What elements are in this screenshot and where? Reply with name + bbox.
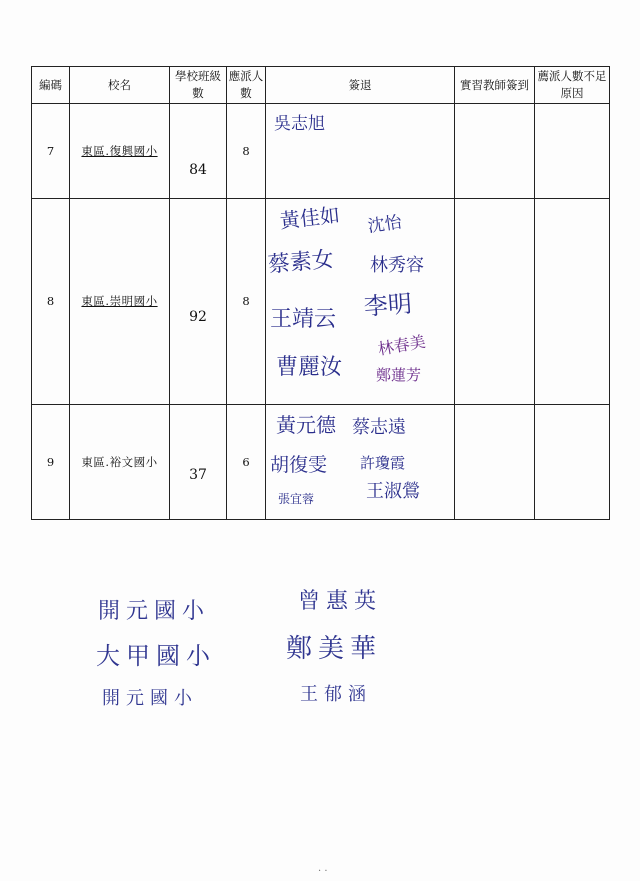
row-school: [70, 104, 170, 199]
row-code: 9: [32, 405, 70, 520]
row-class-count: [170, 199, 227, 405]
signature: 黃佳如: [278, 202, 341, 233]
signature-cell: [266, 104, 455, 199]
school-name: 東區.崇明國小: [81, 294, 158, 308]
table-row: [32, 199, 610, 405]
row-class-count: [170, 405, 227, 520]
sign-out-table: [31, 66, 610, 520]
row-code: 8: [32, 199, 70, 405]
signature: 王靖云: [270, 307, 337, 332]
header-row: [32, 67, 610, 104]
signature: 沈怡: [366, 212, 403, 237]
note-name: 鄭美華: [286, 634, 383, 664]
signature-cell: [266, 405, 455, 520]
row-assigned: 8: [227, 104, 266, 199]
note-school: 開元國小: [102, 688, 198, 709]
header-shortfall-reason: 薦派人數不足原因: [535, 67, 610, 104]
school-name: 東區.裕文國小: [81, 454, 158, 469]
signature: 蔡素女: [266, 247, 335, 278]
signature: 王淑鶯: [366, 481, 420, 502]
signature: 許瓊霞: [360, 454, 406, 472]
row-school: [70, 199, 170, 405]
row-school: [70, 405, 170, 520]
shortfall-reason-cell[interactable]: [535, 199, 610, 405]
signature: 林春美: [376, 331, 427, 359]
signature: 曹麗汝: [276, 355, 343, 380]
shortfall-reason-cell[interactable]: [535, 405, 610, 520]
class-count-value: 92: [189, 309, 207, 325]
signature: 張宜蓉: [278, 492, 315, 506]
row-class-count: [170, 104, 227, 199]
shortfall-reason-cell[interactable]: [535, 104, 610, 199]
signature: 黃元德: [276, 413, 336, 437]
header-intern-sign: 實習教師簽到: [455, 67, 535, 104]
signature: 胡復雯: [270, 454, 328, 476]
table-row: [32, 405, 610, 520]
signature: 李明: [362, 289, 413, 321]
class-count-value: 84: [189, 162, 207, 178]
note-school: 開元國小: [98, 599, 211, 624]
header-assigned-count: 應派人數: [227, 67, 266, 104]
row-assigned: 6: [227, 405, 266, 520]
intern-sign-cell[interactable]: [455, 405, 535, 520]
note-name: 王郁涵: [300, 684, 372, 705]
header-sign-in: 簽退: [266, 67, 455, 104]
school-name: 東區.復興國小: [81, 143, 158, 158]
signature: 吳志旭: [274, 114, 325, 134]
table-row: [32, 104, 610, 199]
row-assigned: 8: [227, 199, 266, 405]
header-class-count: 學校班級數: [170, 67, 227, 104]
class-count-value: 37: [189, 467, 207, 483]
row-code: 7: [32, 104, 70, 199]
intern-sign-cell[interactable]: [455, 104, 535, 199]
signature: 林秀容: [370, 255, 424, 276]
signature: 蔡志遠: [352, 417, 406, 438]
intern-sign-cell[interactable]: [455, 199, 535, 405]
note-school: 大甲國小: [96, 642, 216, 670]
scan-mark: · ·: [318, 866, 328, 877]
signature-cell: [266, 199, 455, 405]
note-name: 曾惠英: [298, 589, 383, 614]
signature: 鄭蓮芳: [376, 366, 422, 384]
header-code: 編碼: [32, 67, 70, 104]
header-school-name: 校名: [70, 67, 170, 104]
